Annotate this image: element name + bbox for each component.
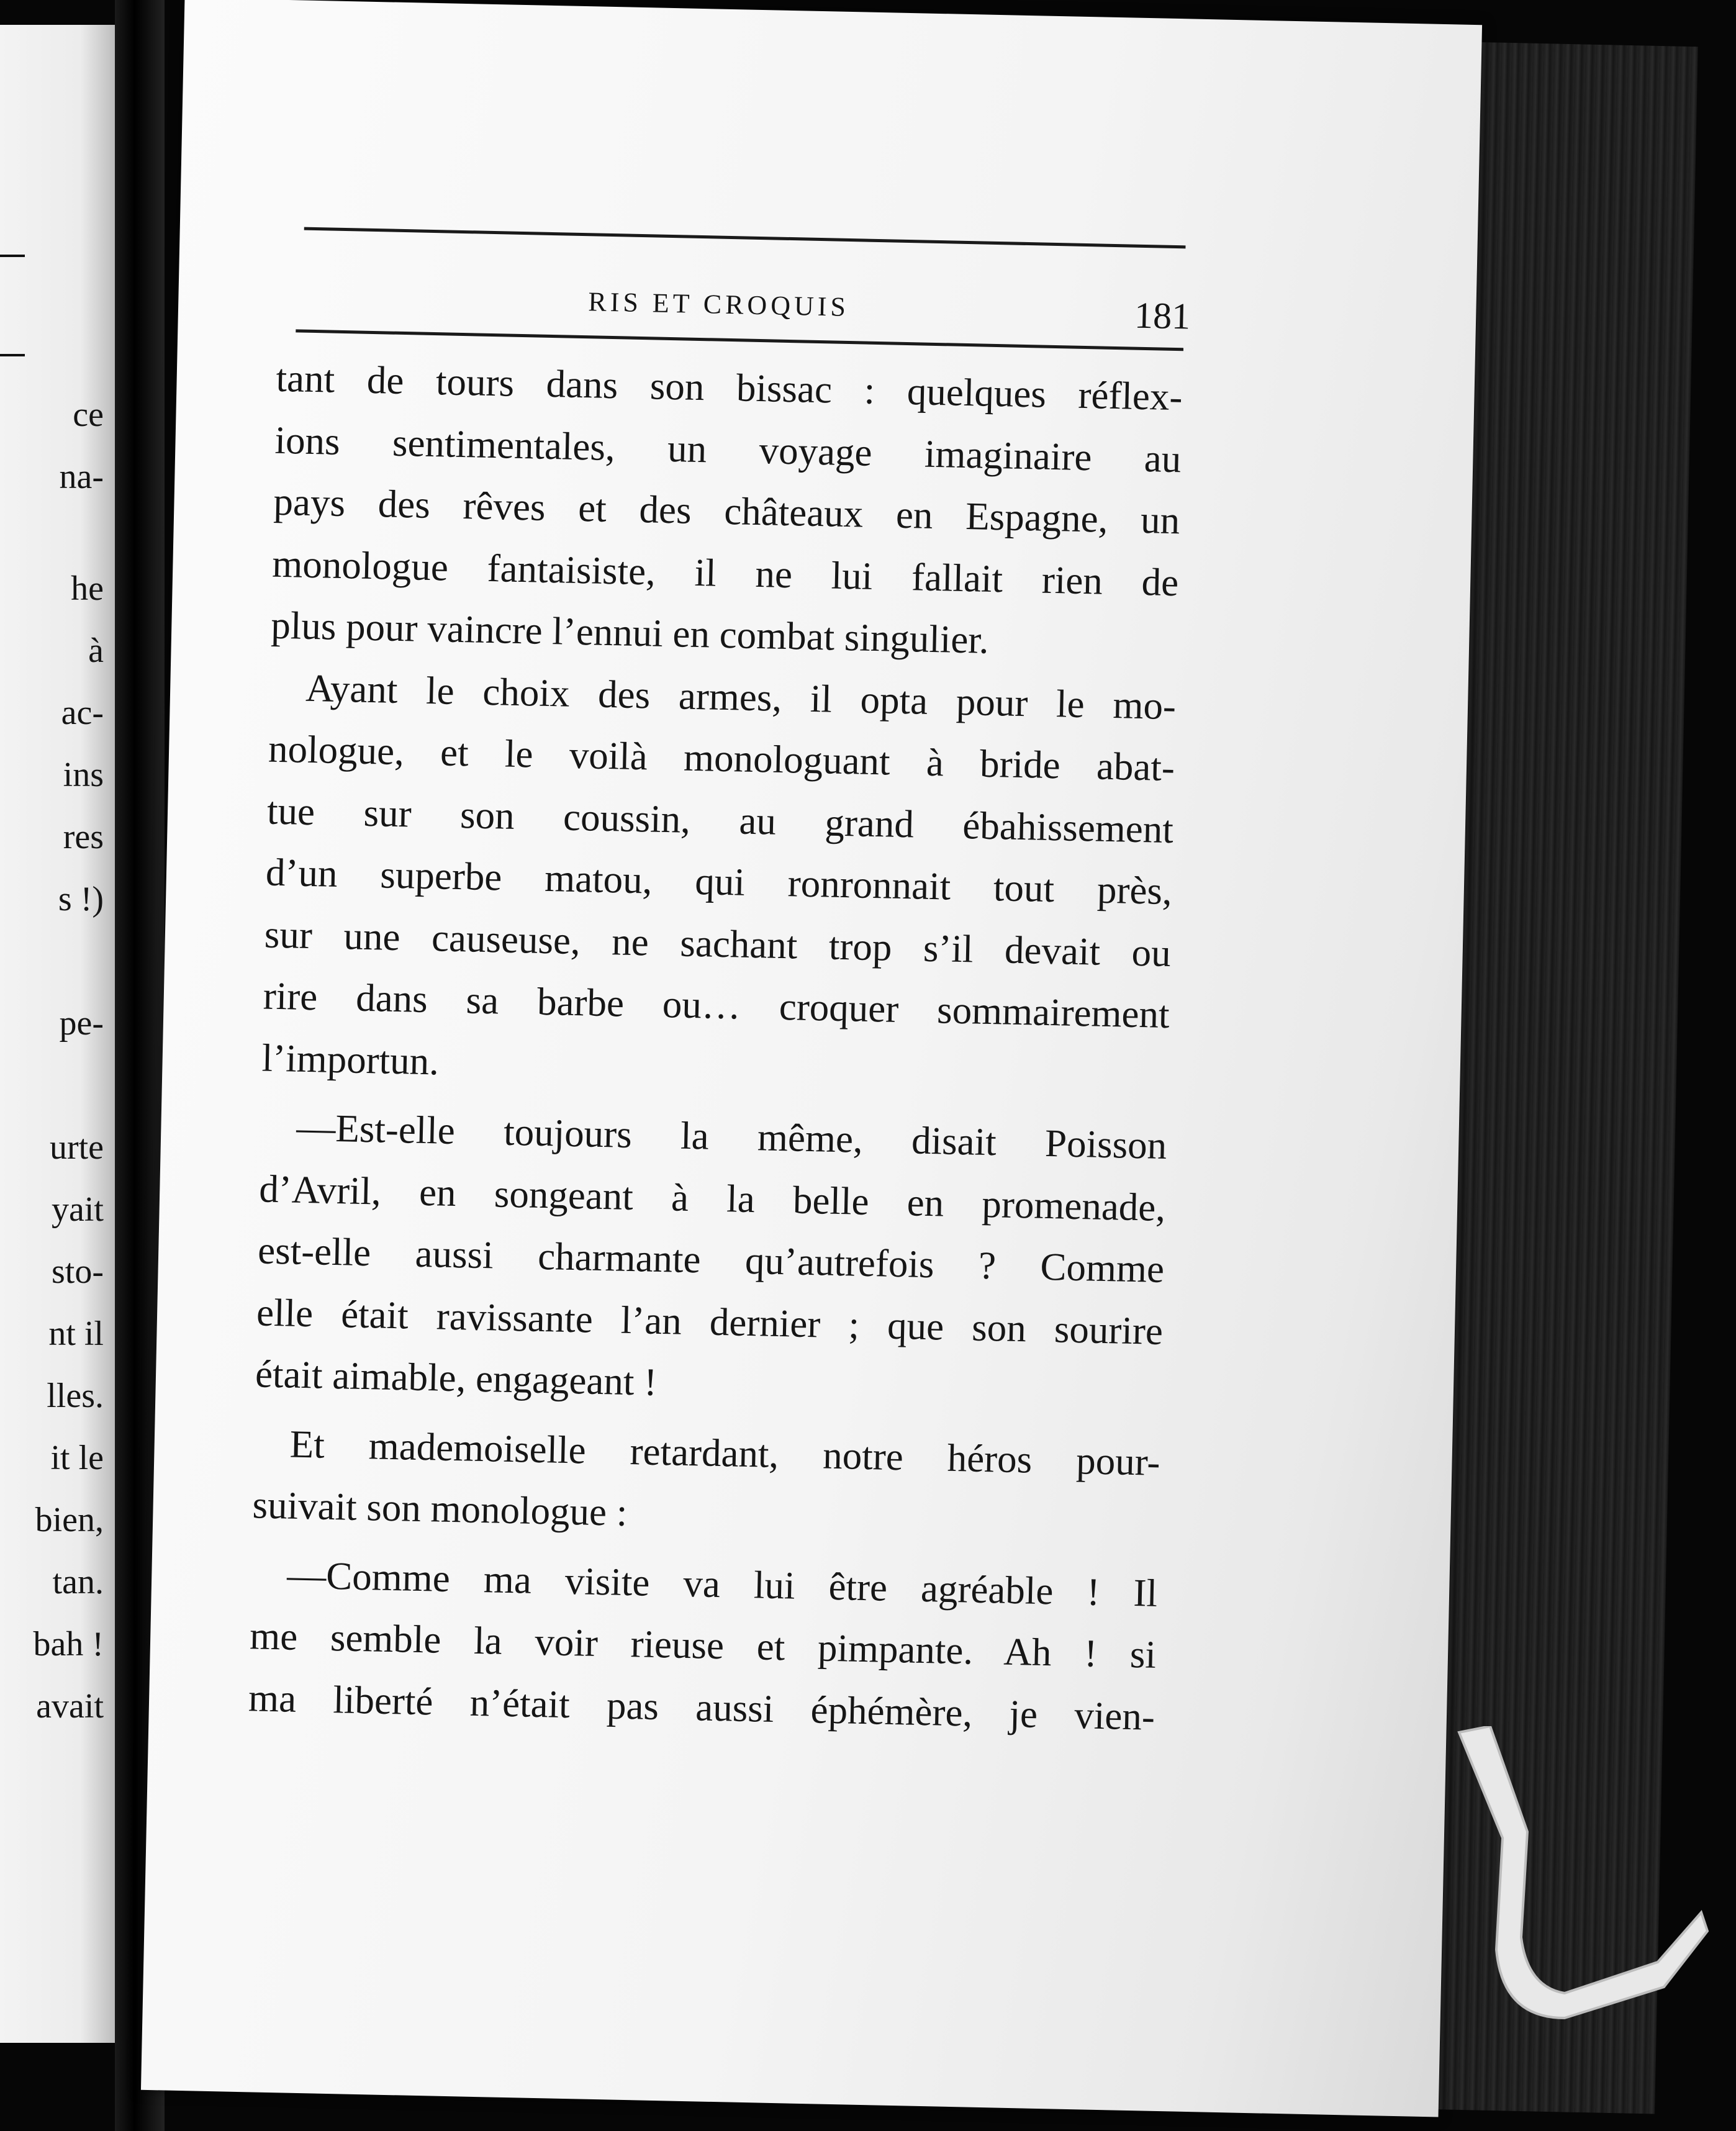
left-page-line: bien, <box>35 1501 104 1539</box>
text-line: sur une causeuse, ne sachant trop s’il devait ou <box>264 912 1172 975</box>
left-page-line: nt il <box>48 1314 104 1353</box>
text-line: ions sentimentales, un voyage imaginaire au <box>274 418 1182 481</box>
left-page-line: na- <box>59 458 104 496</box>
bookmark-ribbon <box>1453 1726 1714 2037</box>
book-page <box>141 0 1482 2117</box>
left-page-line: à <box>88 631 104 670</box>
text-line: d’un superbe matou, qui ronronnait tout près, <box>265 850 1173 913</box>
left-page-line: ac- <box>61 694 104 732</box>
left-page-line: bah ! <box>33 1625 104 1663</box>
header-rule-top <box>304 227 1186 249</box>
running-head-title: RIS ET CROQUIS <box>587 286 850 323</box>
text-line: rire dans sa barbe ou… croquer sommairement <box>263 974 1170 1037</box>
text-line: nologue, et le voilà monologuant à bride abat- <box>268 726 1175 790</box>
left-page-line: lles. <box>47 1377 104 1415</box>
text-line: d’Avril, en songeant à la belle en promenade, <box>258 1166 1166 1229</box>
text-line: elle était ravissante l’an dernier ; que son sourire <box>256 1290 1164 1353</box>
left-page-line: tan. <box>52 1563 104 1601</box>
text-line: Ayant le choix des armes, il opta pour le mo- <box>305 666 1177 728</box>
text-line: l’importun. <box>261 1035 440 1083</box>
text-line: est-elle aussi charmante qu’autrefois ? Comme <box>257 1228 1165 1291</box>
text-line: tant de tours dans son bissac : quelques réflex- <box>275 356 1183 419</box>
text-line: était aimable, engageant ! <box>255 1352 658 1404</box>
left-page-line: ce <box>73 396 104 434</box>
text-line: ma liberté n’était pas aussi éphémère, je vien- <box>248 1675 1155 1739</box>
left-page-line: ins <box>63 756 104 794</box>
text-line: monologue fantaisiste, il ne lui fallait rien de <box>271 541 1179 604</box>
left-page-line: pe- <box>59 1004 104 1043</box>
left-page-line: urte <box>49 1128 104 1167</box>
text-line: —Est-elle toujours la même, disait Poisson <box>296 1105 1167 1168</box>
left-page-rule <box>0 354 25 356</box>
left-page-line: it le <box>50 1439 104 1477</box>
page-number: 181 <box>1134 294 1191 337</box>
text-line: me semble la voir rieuse et pimpante. Ah ! si <box>249 1614 1157 1676</box>
page-body-text <box>248 348 1183 1748</box>
previous-page-strip <box>0 25 115 2043</box>
header-rule-bottom <box>296 329 1183 351</box>
left-page-line: yait <box>52 1190 104 1229</box>
text-line: Et mademoiselle retardant, notre héros pour- <box>289 1422 1161 1484</box>
left-page-line: s !) <box>58 880 104 918</box>
left-page-line: sto- <box>52 1252 104 1291</box>
left-page-line: avait <box>36 1687 104 1726</box>
text-line: plus pour vaincre l’ennui en combat singulier. <box>270 603 990 662</box>
left-page-line: he <box>71 569 104 608</box>
text-line: pays des rêves et des châteaux en Espagne, un <box>273 479 1180 543</box>
text-line: suivait son monologue : <box>251 1483 628 1534</box>
text-line: tue sur son coussin, au grand ébahissement <box>266 789 1174 851</box>
left-page-rule <box>0 255 25 257</box>
text-line: —Comme ma visite va lui être agréable ! Il <box>286 1553 1158 1615</box>
left-page-line: res <box>63 818 104 856</box>
